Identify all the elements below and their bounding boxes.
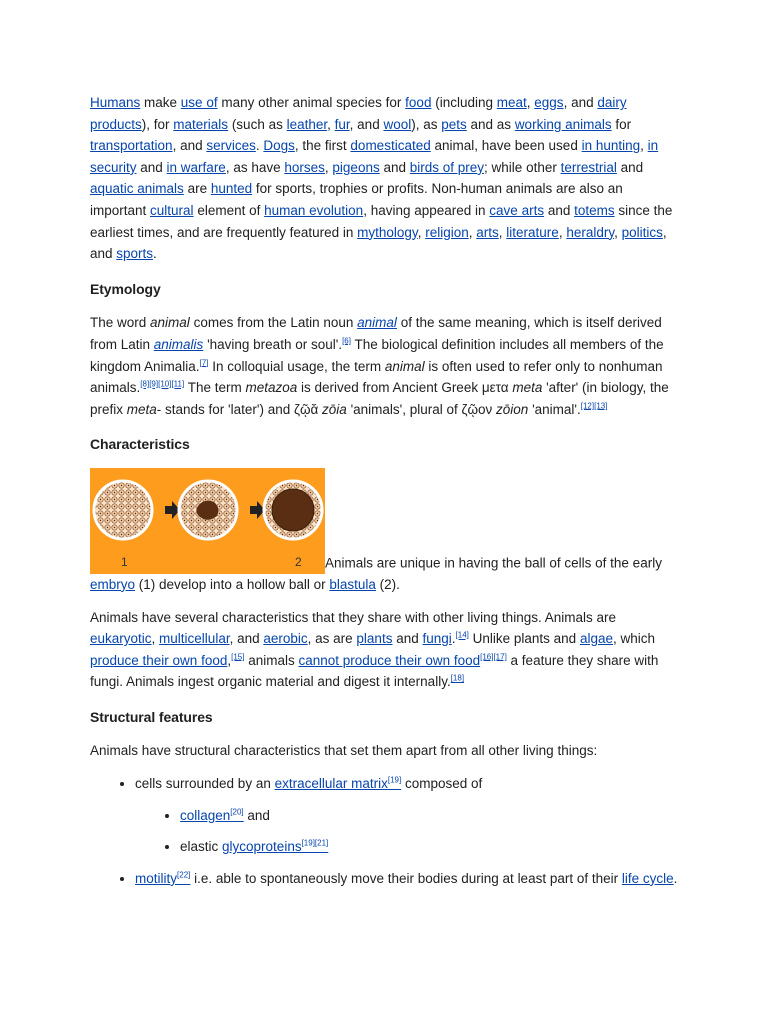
citation-10[interactable]: [10]: [158, 379, 172, 389]
citation-6[interactable]: [6]: [342, 336, 351, 346]
citation-12[interactable]: [12]: [580, 401, 595, 411]
link-terrestrial[interactable]: terrestrial: [560, 159, 617, 175]
link-religion[interactable]: religion: [425, 224, 469, 240]
heading-structural-features: Structural features: [90, 708, 213, 725]
link-arts[interactable]: arts: [476, 224, 499, 240]
heading-characteristics: Characteristics: [90, 436, 190, 453]
link-transportation[interactable]: transportation: [90, 138, 173, 154]
link-use-of[interactable]: use of: [180, 95, 218, 110]
blastula-figure[interactable]: [90, 468, 325, 574]
link-in-security[interactable]: in security: [90, 138, 659, 175]
link-humans[interactable]: Humans: [90, 95, 141, 110]
figure-label-2: 2: [295, 554, 302, 569]
link-cave-arts[interactable]: cave arts: [489, 202, 545, 218]
link-fungi[interactable]: fungi: [422, 631, 452, 647]
link-horses[interactable]: horses: [284, 159, 325, 175]
link-wool[interactable]: wool: [383, 116, 412, 132]
link-animal-latin[interactable]: animal: [357, 315, 397, 331]
citation-17[interactable]: [17]: [493, 652, 507, 662]
link-literature[interactable]: literature: [506, 224, 559, 240]
early-blastula-stage: [179, 481, 237, 539]
link-aquatic-animals[interactable]: aquatic animals: [90, 181, 184, 197]
link-fur[interactable]: fur: [334, 116, 350, 132]
structural-intro: Animals have structural characteristics that set them apart from all other living things:: [90, 743, 598, 759]
figure-caption: Animals are unique in having the ball of cells of the early embryo (1) develop into a hollow ball or blastula (2).: [90, 555, 662, 592]
figure-paragraph: [90, 468, 680, 596]
link-cannot-produce-their-own-food[interactable]: cannot produce their own food: [298, 652, 481, 668]
link-hunted[interactable]: hunted: [210, 181, 253, 197]
link-food[interactable]: food: [405, 95, 432, 110]
link-pets[interactable]: pets: [441, 116, 467, 132]
intro-paragraph: Humans make use of many other animal species for food (including meat, eggs, and dairy products), for materials (such as leather, fur, and wool), as pets and as working animals for transportation, and services. Dogs, the first domesticated animal, have been used in hunting, in security and in warfare, as have horses, pigeons and birds of prey; while other terrestrial and aquatic animals are hunted for sports, trophies or profits. Non-human animals are also an important cultural element of human evolution, having appeared in cave arts and totems since the earliest times, and are frequently featured in mythology, religion, arts, literature, heraldry, politics, and sports.: [90, 95, 673, 262]
link-politics[interactable]: politics: [621, 224, 663, 240]
citation-13[interactable]: [13]: [594, 401, 608, 411]
morula-stage: [94, 481, 152, 539]
link-plants[interactable]: plants: [356, 631, 393, 647]
structural-list: [90, 773, 680, 889]
citation-18[interactable]: [18]: [450, 673, 465, 683]
link-in-hunting[interactable]: in hunting: [581, 138, 641, 154]
citation-7[interactable]: [7]: [199, 358, 209, 368]
citation-15[interactable]: [15]: [231, 652, 245, 662]
link-dairy-products[interactable]: dairy products: [90, 95, 627, 132]
etymology-paragraph: The word animal comes from the Latin noun animal of the same meaning, which is itself derived from Latin animalis 'having breath or soul'.[6] The biological definition includes all members of the kingdom Animalia.[7] In colloquial usage, the term animal is often used to refer only to nonhuman animals.[8][9][10][11] The term metazoa is derived from Ancient Greek μετα meta 'after' (in biology, the prefix meta- stands for 'later') and ζῷᾰ zōia 'animals', plural of ζῷον zōion 'animal'.[12][13]: [90, 315, 669, 417]
characteristics-paragraph: Animals have several characteristics that they share with other living things. Animals are eukaryotic, multicellular, and aerobic, as are plants and fungi.[14] Unlike plants and algae, which produce their own food,[15] animals cannot produce their own food[16][17] a feature they share with fungi. Animals ingest organic material and digest it internally.[18]: [90, 609, 659, 690]
citation-9[interactable]: [9]: [149, 379, 159, 389]
link-services[interactable]: services: [206, 138, 256, 154]
link-human-evolution[interactable]: human evolution: [264, 202, 364, 218]
link-embryo[interactable]: embryo: [90, 576, 136, 592]
link-animalis[interactable]: animalis: [153, 336, 204, 352]
blastula-stage: [264, 481, 322, 539]
link-in-warfare[interactable]: in warfare: [166, 159, 226, 175]
list-item: • elastic glycoproteins[19][21]: [180, 836, 680, 858]
link-materials[interactable]: materials: [173, 116, 229, 132]
figure-label-1: 1: [121, 554, 128, 569]
link-domesticated[interactable]: domesticated: [350, 138, 431, 154]
list-item: • collagen[20] and: [180, 805, 680, 827]
list-item: • cells surrounded by an extracellular matrix[19] composed of • collagen[20] and • elastic glycoproteins[19][21]: [135, 773, 680, 858]
link-algae[interactable]: algae: [579, 631, 613, 647]
citation-8[interactable]: [8]: [140, 379, 150, 389]
link-aerobic[interactable]: aerobic: [263, 631, 308, 647]
link-multicellular[interactable]: multicellular: [159, 631, 230, 647]
citation-14[interactable]: [14]: [455, 630, 469, 640]
blastula-diagram: [90, 468, 325, 574]
structural-sublist: [135, 805, 680, 858]
list-item: • motility[22] i.e. able to spontaneously move their bodies during at least part of their life cycle.: [135, 868, 680, 890]
link-meat[interactable]: meat: [496, 95, 527, 110]
link-life-cycle[interactable]: life cycle: [621, 870, 674, 886]
heading-etymology: Etymology: [90, 280, 161, 297]
link-sports[interactable]: sports: [116, 246, 154, 262]
link-blastula[interactable]: blastula: [329, 576, 376, 592]
citation-16[interactable]: [16]: [480, 652, 494, 662]
link-cultural[interactable]: cultural: [150, 202, 194, 218]
link-heraldry[interactable]: heraldry: [566, 224, 615, 240]
link-pigeons[interactable]: pigeons: [332, 159, 380, 175]
link-leather[interactable]: leather: [286, 116, 328, 132]
link-dogs[interactable]: Dogs: [263, 138, 295, 154]
link-mythology[interactable]: mythology: [357, 224, 418, 240]
link-glycoproteins[interactable]: glycoproteins[19][21]: [222, 838, 329, 855]
link-motility[interactable]: motility[22]: [135, 870, 191, 886]
link-extracellular-matrix[interactable]: extracellular matrix[19]: [274, 775, 402, 792]
link-eukaryotic[interactable]: eukaryotic: [90, 631, 152, 647]
link-totems[interactable]: totems: [574, 202, 615, 218]
link-birds-of-prey[interactable]: birds of prey: [409, 159, 485, 175]
link-collagen[interactable]: collagen[20]: [180, 807, 244, 823]
article-content: [90, 92, 680, 899]
link-produce-their-own-food[interactable]: produce their own food: [90, 652, 228, 668]
citation-11[interactable]: [11]: [171, 379, 185, 389]
link-eggs[interactable]: eggs: [534, 95, 564, 110]
link-working-animals[interactable]: working animals: [514, 116, 612, 132]
